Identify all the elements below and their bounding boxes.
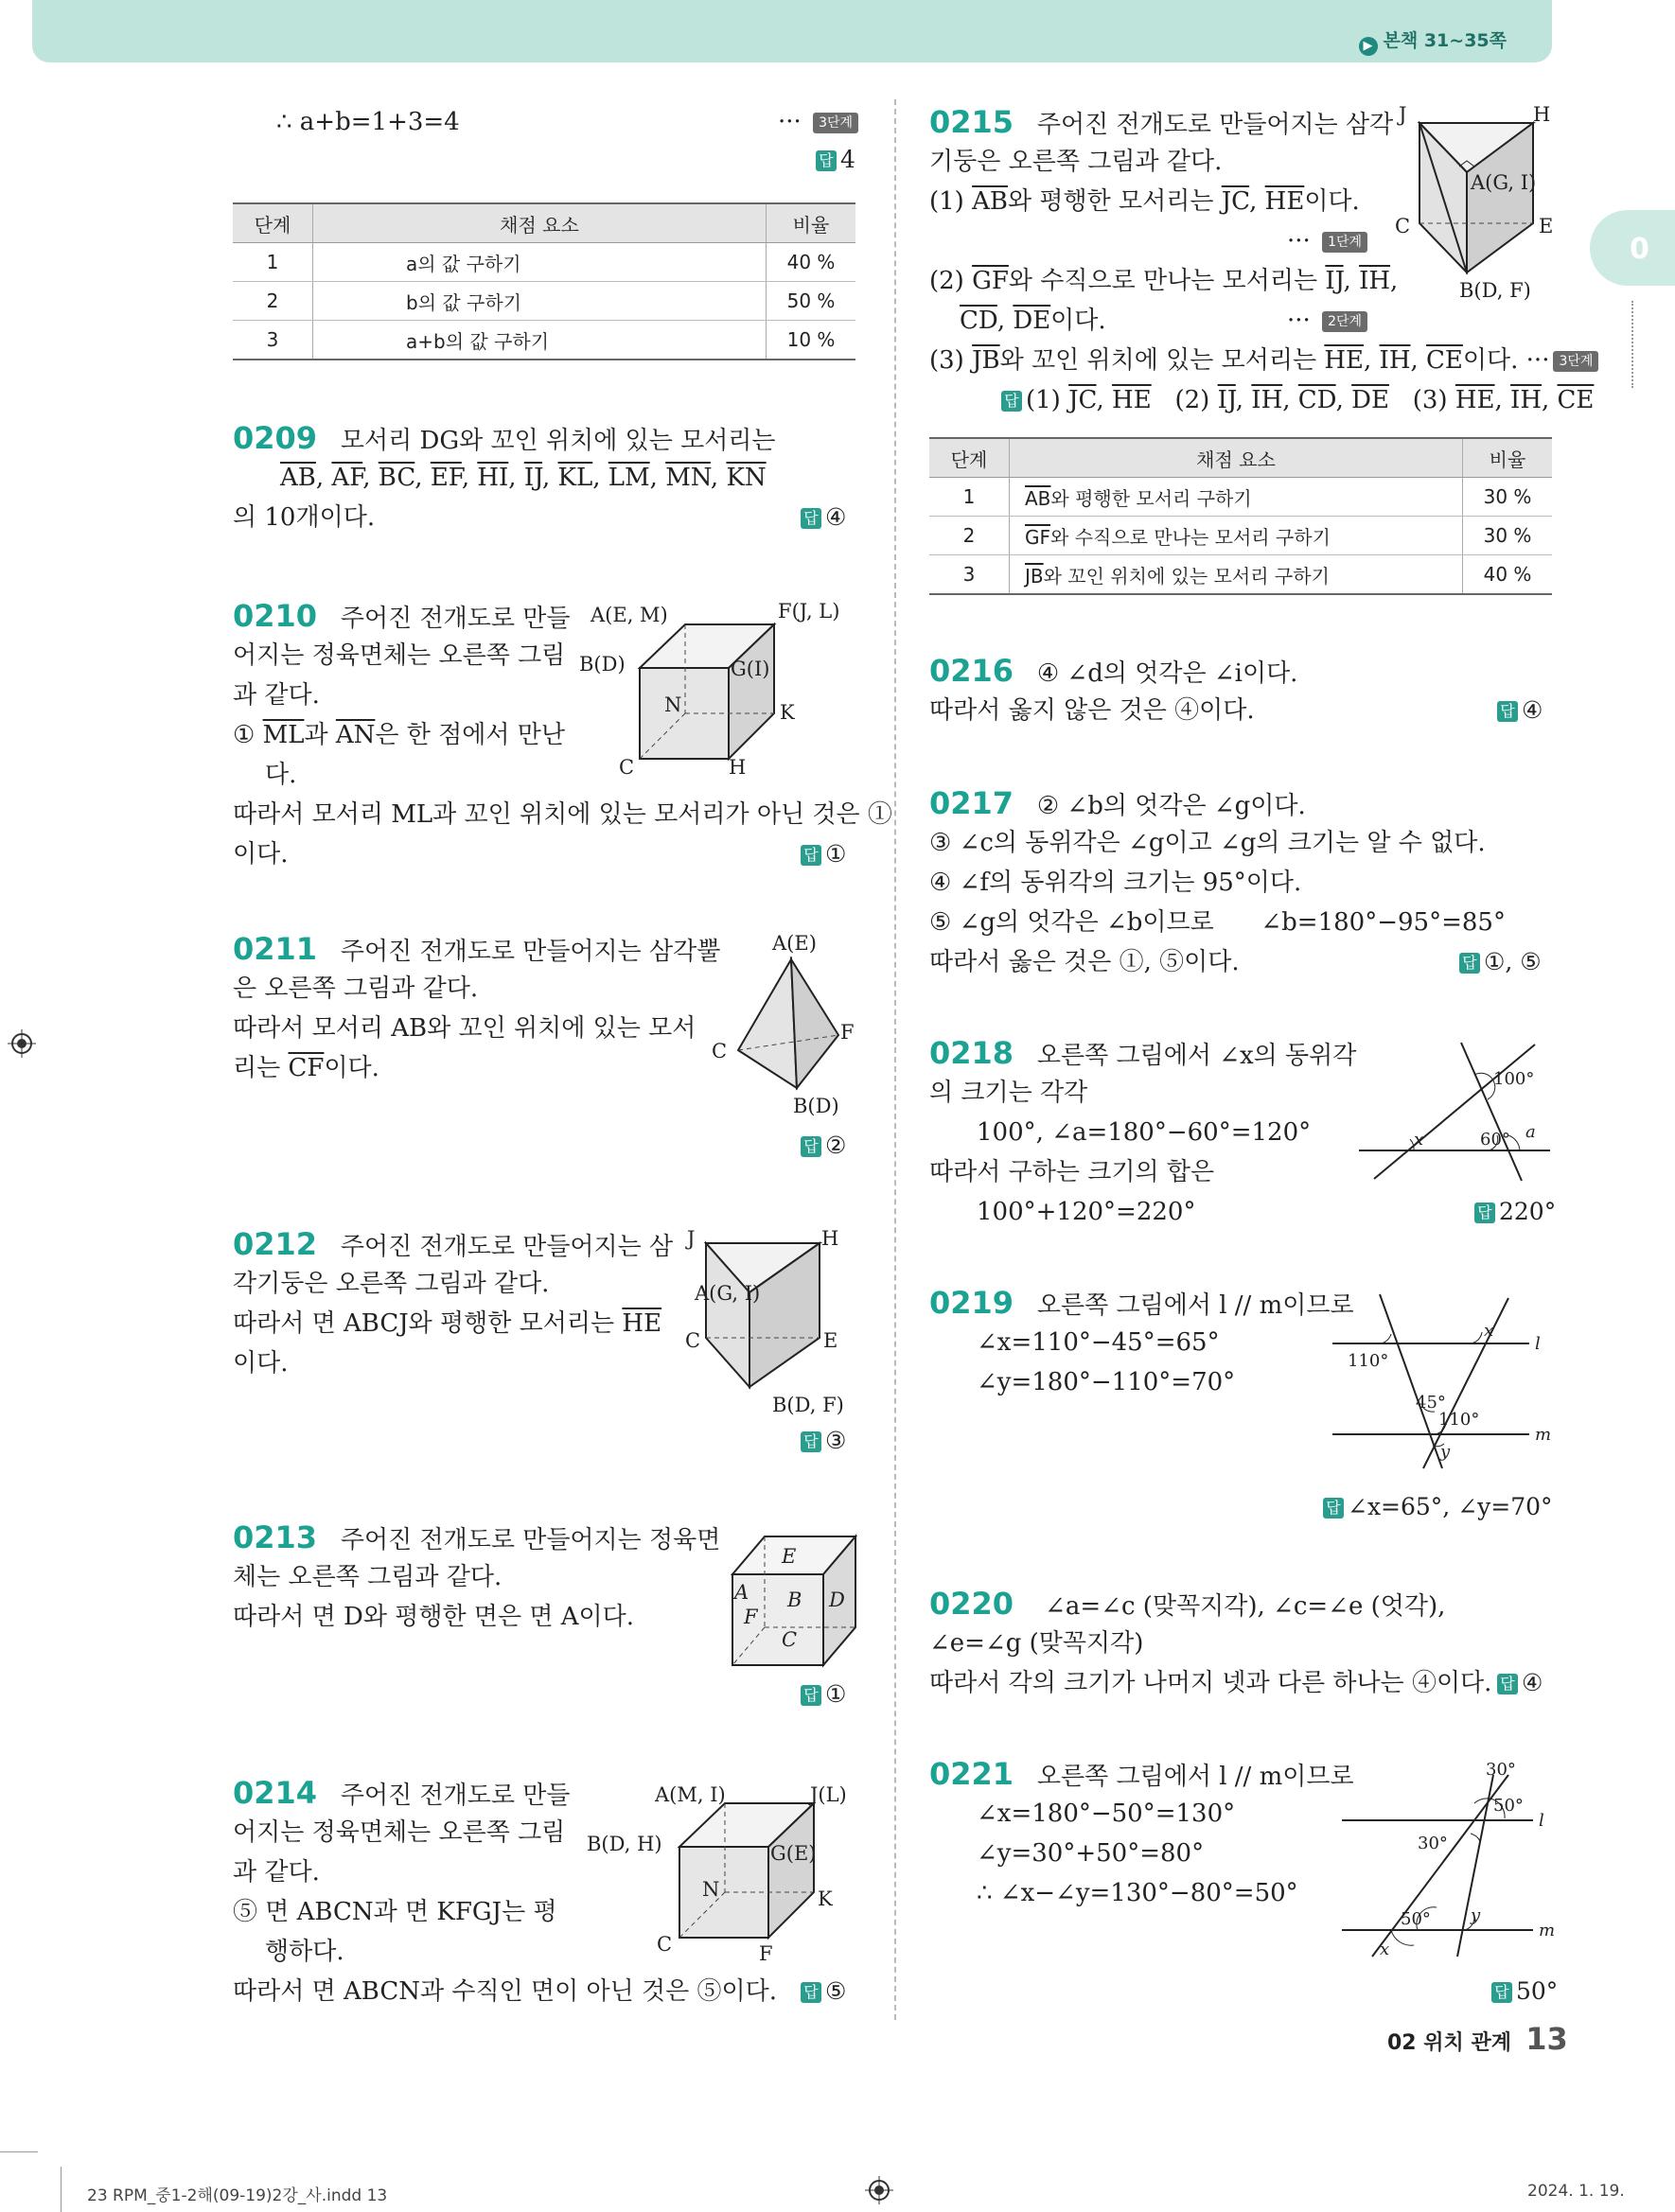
chapter-footer: 02 위치 관계 13: [1387, 2021, 1568, 2057]
svg-text:E: E: [823, 1329, 838, 1352]
svg-text:C: C: [782, 1628, 798, 1651]
p209-answer: 답 ④: [801, 503, 846, 531]
svg-text:30°: 30°: [1418, 1834, 1448, 1853]
p214-answer: 답 ⑤: [801, 1977, 846, 2005]
svg-text:K: K: [780, 701, 795, 724]
p214-cube-figure: [579, 1775, 882, 1964]
p218-line3: 100°, ∠a=180°−60°=120°: [977, 1118, 1312, 1147]
p217-line2: ③ ∠c의 동위각은 ∠g이고 ∠g의 크기는 알 수 없다.: [929, 829, 1486, 857]
svg-text:F(J, L): F(J, L): [778, 600, 840, 623]
p221-line1: 0221 오른쪽 그림에서 l // m이므로: [929, 1756, 1354, 1792]
svg-text:H: H: [729, 756, 747, 779]
svg-text:B(D, F): B(D, F): [772, 1394, 844, 1416]
p220-answer: 답 ④: [1497, 1669, 1543, 1696]
p214-line1: 0214 주어진 전개도로 만들: [233, 1775, 571, 1811]
p215-line6: (3) $\overline{JB}$와 꼬인 위치에 있는 모서리는 $\overline{HE}$, $\overline{IH}$, $\overline{CE}$이다. ··· 3단계: [929, 341, 1598, 380]
p215-prism-figure: [1391, 102, 1561, 320]
p221-parallel-lines-figure: [1338, 1756, 1561, 1964]
table-row: 3 $\overline{JB}$와 꼬인 위치에 있는 모서리 구하기 40 %: [929, 555, 1552, 595]
p211-line3: 따라서 모서리 AB와 꼬인 위치에 있는 모서: [233, 1014, 696, 1043]
p209-edges: $\overline{AB}$, $\overline{AF}$, $\overline{BC}$, $\overline{EF}$, $\overline{HI}$, $\overline{IJ}$, $\overline{KL}$, $\overline{LM}$, $\overline{MN}$, $\overline{KN}$: [280, 464, 767, 492]
arrow-right-icon: ▶: [1359, 37, 1378, 56]
svg-text:F: F: [759, 1942, 773, 1965]
p218-line2: 의 크기는 각각: [929, 1079, 1088, 1107]
p221-line2: ∠x=180°−50°=130°: [977, 1799, 1236, 1828]
p210-line2: 어지는 정육면체는 오른쪽 그림: [233, 641, 566, 670]
scoring-table-2: 단계 채점 요소 비율 1 $\overline{AB}$와 평행한 모서리 구하기 30 % 2 $\overline{GF}$와 수직으로 만나는 모서리 구하기 30 % 3 $\overline{JB}$와 꼬인 위치에 있는 모서리 구하기 40 %: [929, 437, 1552, 595]
svg-text:K: K: [818, 1887, 833, 1910]
svg-text:l: l: [1539, 1811, 1544, 1831]
svg-text:x: x: [1484, 1321, 1494, 1341]
p209-line3: 의 10개이다.: [233, 503, 376, 532]
p219-line3: ∠y=180°−110°=70°: [977, 1368, 1236, 1396]
p211-tetrahedron-figure: [710, 929, 871, 1118]
table-row: 2 $\overline{GF}$와 수직으로 만나는 모서리 구하기 30 %: [929, 517, 1552, 555]
trim-line: [0, 2151, 38, 2152]
svg-text:110°: 110°: [1438, 1410, 1480, 1430]
column-divider: [894, 99, 896, 2020]
p220-line1: 0220 ∠a=∠c (맞꼭지각), ∠c=∠e (엇각),: [929, 1586, 1446, 1622]
svg-text:A(E): A(E): [772, 932, 817, 955]
p213-answer: 답 ①: [801, 1680, 846, 1708]
p210-line3: 과 같다.: [233, 681, 320, 710]
p213-line2: 체는 오른쪽 그림과 같다.: [233, 1563, 502, 1591]
p215-line1: 0215 주어진 전개도로 만들어지는 삼각: [929, 104, 1394, 140]
svg-text:50°: 50°: [1401, 1909, 1431, 1929]
page-reference: ▶ 본책 31~35쪽: [1359, 26, 1507, 56]
svg-text:m: m: [1539, 1921, 1556, 1940]
p218-line5: 100°+120°=220°: [977, 1198, 1196, 1226]
p215-line3: (1) $\overline{AB}$와 평행한 모서리는 $\overline{JC}$, $\overline{HE}$이다.: [929, 187, 1360, 216]
svg-text:a: a: [1525, 1122, 1536, 1142]
p214-line2: 어지는 정육면체는 오른쪽 그림: [233, 1818, 566, 1847]
p211-answer: 답 ②: [801, 1132, 846, 1159]
p213-line3: 따라서 면 D와 평행한 면은 면 A이다.: [233, 1603, 634, 1631]
p212-line4: 이다.: [233, 1349, 289, 1378]
svg-text:H: H: [1533, 103, 1551, 126]
svg-text:60°: 60°: [1480, 1130, 1510, 1150]
svg-text:D: D: [829, 1589, 845, 1611]
svg-text:B: B: [787, 1589, 802, 1611]
svg-text:C: C: [1395, 215, 1411, 237]
p210-line6: 따라서 모서리 ML과 꼬인 위치에 있는 모서리가 아닌 것은 ①: [233, 800, 892, 829]
p214-line3: 과 같다.: [233, 1858, 320, 1887]
header-band: [32, 0, 1552, 62]
svg-text:B(D, H): B(D, H): [587, 1833, 662, 1855]
file-info: 23 RPM_중1-2해(09-19)2강_사.indd 13: [87, 2186, 388, 2205]
scoring-table-1: 단계 채점 요소 비율 1 a의 값 구하기 40 % 2 b의 값 구하기 50 % 3 a+b의 값 구하기 10 %: [233, 202, 855, 360]
svg-text:G(I): G(I): [731, 658, 770, 680]
p209-line1: 0209 모서리 DG와 꼬인 위치에 있는 모서리는: [233, 420, 776, 456]
p211-line4: 리는 $\overline{CF}$이다.: [233, 1054, 379, 1082]
p211-line2: 은 오른쪽 그림과 같다.: [233, 974, 479, 1003]
svg-text:J(L): J(L): [810, 1783, 847, 1806]
p214-line4: ⑤ 면 ABCN과 면 KFGJ는 평: [233, 1898, 557, 1926]
p215-step1: ··· 1단계: [1287, 221, 1367, 261]
p219-line1: 0219 오른쪽 그림에서 l // m이므로: [929, 1285, 1354, 1321]
svg-text:30°: 30°: [1486, 1760, 1516, 1780]
p210-answer: 답 ①: [801, 840, 846, 868]
registration-mark-icon: [8, 1029, 36, 1058]
svg-text:E: E: [782, 1545, 797, 1568]
p220-line2: ∠e=∠g (맞꼭지각): [929, 1629, 1144, 1658]
svg-text:50°: 50°: [1493, 1796, 1524, 1816]
p212-prism-figure: [678, 1220, 876, 1429]
p212-line1: 0212 주어진 전개도로 만들어지는 삼: [233, 1226, 674, 1262]
svg-text:H: H: [821, 1227, 839, 1250]
p215-line5: $\overline{CD}$, $\overline{DE}$이다.: [960, 307, 1106, 335]
svg-text:m: m: [1535, 1425, 1552, 1445]
p219-answer: 답 ∠x=65°, ∠y=70°: [1323, 1493, 1553, 1520]
p219-line2: ∠x=110°−45°=65°: [977, 1328, 1220, 1357]
p221-line3: ∠y=30°+50°=80°: [977, 1839, 1205, 1868]
p217-line4: ⑤ ∠g의 엇각은 ∠b이므로 ∠b=180°−95°=85°: [929, 908, 1506, 937]
table-row: 1 a의 값 구하기 40 %: [233, 243, 855, 282]
p208-step: ··· 3단계: [778, 102, 858, 142]
svg-text:C: C: [619, 756, 635, 779]
svg-text:B(D): B(D): [793, 1095, 839, 1117]
p220-line3: 따라서 각의 크기가 나머지 넷과 다른 하나는 ④이다.: [929, 1669, 1492, 1697]
svg-text:N: N: [702, 1878, 720, 1901]
table-row: 2 b의 값 구하기 50 %: [233, 282, 855, 321]
svg-text:100°: 100°: [1493, 1069, 1535, 1089]
svg-text:E: E: [1539, 215, 1554, 237]
svg-text:C: C: [712, 1040, 728, 1062]
p215-step2: ··· 2단계: [1287, 301, 1367, 341]
svg-text:45°: 45°: [1416, 1393, 1446, 1413]
chapter-tab-number: 0: [1630, 233, 1649, 266]
p221-answer: 답 50°: [1491, 1977, 1558, 2005]
p214-line6: 따라서 면 ABCN과 수직인 면이 아닌 것은 ⑤이다.: [233, 1977, 777, 2006]
p210-line7: 이다.: [233, 840, 289, 869]
svg-text:J: J: [1399, 103, 1407, 126]
svg-text:J: J: [687, 1227, 696, 1250]
p217-line3: ④ ∠f의 동위각의 크기는 95°이다.: [929, 869, 1302, 897]
p215-line2: 기둥은 오른쪽 그림과 같다.: [929, 148, 1223, 176]
p215-line4: (2) $\overline{GF}$와 수직으로 만나는 모서리는 $\overline{IJ}$, $\overline{IH}$,: [929, 267, 1399, 295]
trim-line: [61, 2167, 62, 2212]
p213-line1: 0213 주어진 전개도로 만들어지는 정육면: [233, 1519, 721, 1555]
svg-text:C: C: [657, 1933, 673, 1956]
p212-line3: 따라서 면 ABCJ와 평행한 모서리는 $\overline{HE}$: [233, 1309, 662, 1338]
svg-text:G(E): G(E): [770, 1842, 817, 1865]
p210-cube-figure: [573, 596, 876, 785]
svg-text:F: F: [840, 1021, 855, 1044]
svg-text:x: x: [1380, 1940, 1390, 1959]
p212-line2: 각기둥은 오른쪽 그림과 같다.: [233, 1270, 550, 1298]
p208-conclusion: ∴ a+b=1+3=4: [276, 108, 460, 136]
svg-text:C: C: [685, 1329, 701, 1352]
svg-text:F: F: [744, 1606, 758, 1628]
svg-text:110°: 110°: [1348, 1351, 1389, 1371]
svg-text:A: A: [734, 1581, 749, 1604]
svg-text:N: N: [664, 693, 682, 716]
p215-answer: 답 (1) $\overline{JC}$, $\overline{HE}$ (2) $\overline{IJ}$, $\overline{IH}$, $\overline{CD}$, $\overline{DE}$ (3) $\overline{HE}$, $\overline{IH}$, $\overline{CE}$: [1001, 380, 1594, 420]
svg-text:y: y: [1471, 1905, 1481, 1925]
svg-text:B(D): B(D): [579, 653, 626, 676]
p218-line1: 0218 오른쪽 그림에서 ∠x의 동위각: [929, 1035, 1357, 1071]
p219-parallel-lines-figure: [1329, 1287, 1561, 1476]
p216-answer: 답 ④: [1497, 696, 1543, 724]
p212-answer: 답 ③: [801, 1427, 846, 1454]
p218-angle-figure: [1355, 1037, 1556, 1188]
svg-text:B(D, F): B(D, F): [1459, 279, 1531, 302]
p211-line1: 0211 주어진 전개도로 만들어지는 삼각뿔: [233, 931, 721, 967]
svg-text:A(E, M): A(E, M): [591, 604, 668, 626]
p221-line4: ∴ ∠x−∠y=130°−80°=50°: [977, 1879, 1298, 1907]
p210-line5: 다.: [265, 761, 297, 789]
table-row: 1 $\overline{AB}$와 평행한 모서리 구하기 30 %: [929, 478, 1552, 517]
p218-answer: 답 220°: [1474, 1198, 1556, 1225]
svg-text:y: y: [1440, 1442, 1451, 1462]
p210-line1: 0210 주어진 전개도로 만들: [233, 598, 571, 634]
p216-line2: 따라서 옳지 않은 것은 ④이다.: [929, 696, 1255, 725]
p218-line4: 따라서 구하는 크기의 합은: [929, 1158, 1215, 1186]
p214-line5: 행하다.: [265, 1938, 344, 1966]
svg-text:A(G, I): A(G, I): [1471, 171, 1537, 194]
svg-text:A(G, I): A(G, I): [695, 1282, 761, 1305]
p217-line1: 0217 ② ∠b의 엇각은 ∠g이다.: [929, 785, 1306, 821]
p213-cube-figure: [719, 1519, 871, 1671]
p208-answer: 답 4: [816, 146, 855, 173]
print-date: 2024. 1. 19.: [1527, 2182, 1625, 2201]
p216-line1: 0216 ④ ∠d의 엇각은 ∠i이다.: [929, 653, 1298, 689]
svg-text:A(M, I): A(M, I): [655, 1783, 726, 1806]
side-margin-text: [1631, 301, 1637, 388]
table-row: 3 a+b의 값 구하기 10 %: [233, 321, 855, 360]
svg-text:x: x: [1414, 1130, 1424, 1150]
p217-line5: 따라서 옳은 것은 ①, ⑤이다.: [929, 948, 1240, 976]
registration-mark-icon: [865, 2176, 893, 2204]
p217-answer: 답 ①, ⑤: [1459, 948, 1542, 975]
p210-line4: ① $\overline{ML}$과 $\overline{AN}$은 한 점에서 만난: [233, 721, 565, 749]
svg-text:l: l: [1535, 1334, 1541, 1354]
